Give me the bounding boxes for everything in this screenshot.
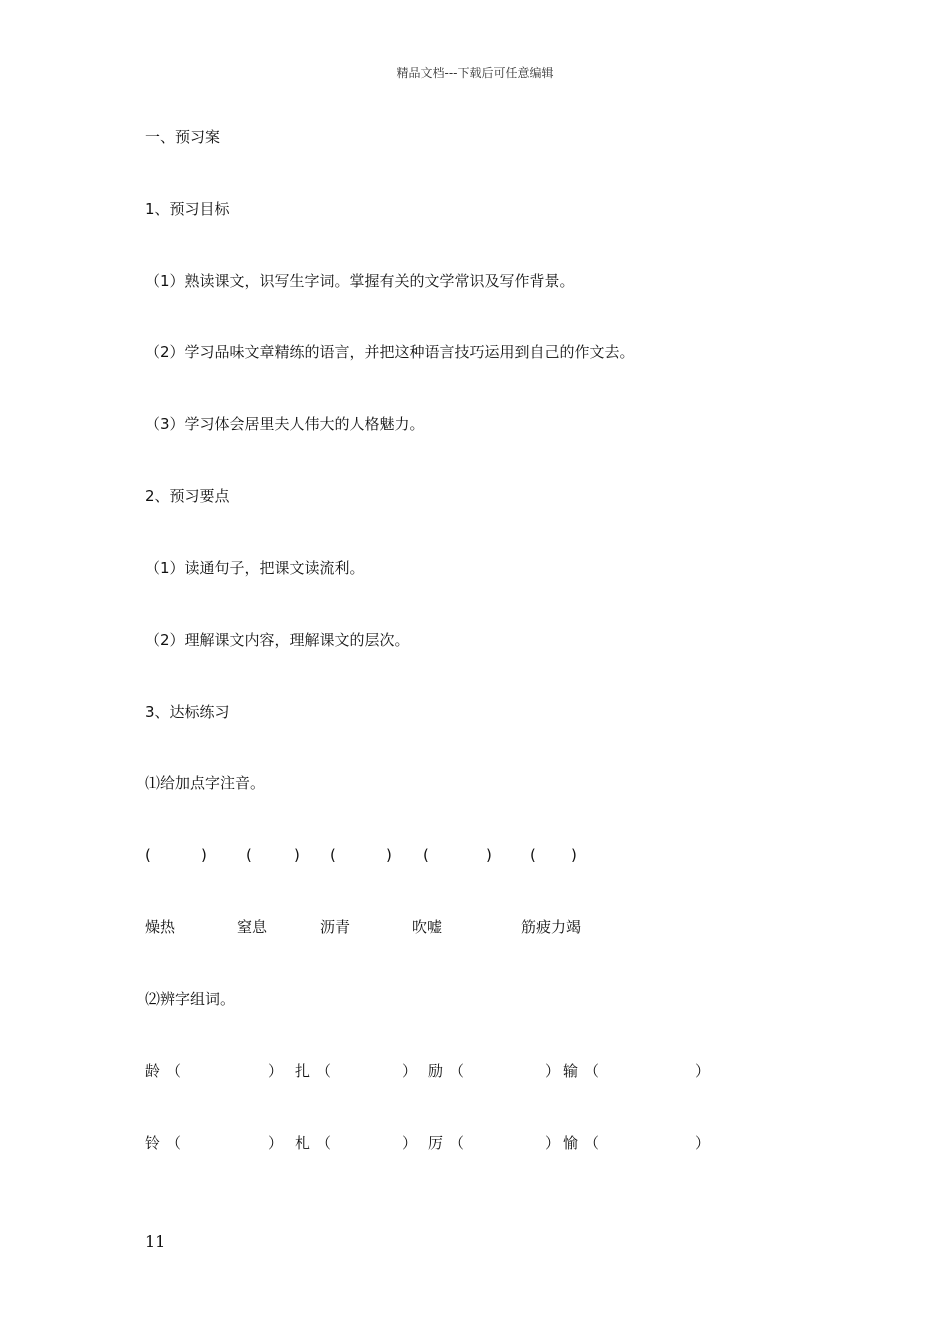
char: 输: [563, 1062, 579, 1080]
bracket-open: （: [449, 1134, 465, 1152]
section-title: 一、预习案: [145, 128, 221, 146]
bracket-open: （: [449, 1062, 465, 1080]
bracket-close: ）: [545, 1062, 561, 1080]
char: 龄: [145, 1062, 161, 1080]
bracket-close: ）: [402, 1134, 418, 1152]
page-number: 11: [145, 1232, 166, 1251]
key-point-item: （1）读通句子，把课文读流利。: [145, 559, 365, 577]
word: 窒息: [237, 918, 268, 936]
goal-item: （1）熟读课文，识写生字词。掌握有关的文学常识及写作背景。: [145, 272, 575, 290]
bracket-open: (: [530, 846, 536, 864]
word: 筋疲力竭: [521, 918, 582, 936]
goal-item: （2）学习品味文章精练的语言，并把这种语言技巧运用到自己的作文去。: [145, 343, 635, 361]
bracket-close: ）: [695, 1134, 711, 1152]
char: 厉: [428, 1134, 444, 1152]
key-point-item: （2）理解课文内容，理解课文的层次。: [145, 631, 410, 649]
bracket-open: (: [423, 846, 429, 864]
word: 吹嘘: [412, 918, 443, 936]
q1-title: ⑴给加点字注音。: [145, 774, 266, 792]
key-points-title: 2、预习要点: [145, 487, 230, 505]
bracket-close: ): [201, 846, 207, 864]
q2-title: ⑵辨字组词。: [145, 990, 236, 1008]
char: 扎: [295, 1062, 311, 1080]
exercises-title: 3、达标练习: [145, 703, 230, 721]
document-header: 精品文档---下载后可任意编辑: [396, 66, 554, 80]
bracket-close: ）: [268, 1062, 284, 1080]
bracket-open: （: [584, 1062, 600, 1080]
bracket-open: （: [584, 1134, 600, 1152]
bracket-open: (: [145, 846, 151, 864]
char: 铃: [145, 1134, 161, 1152]
bracket-close: ）: [545, 1134, 561, 1152]
goals-title: 1、预习目标: [145, 200, 230, 218]
bracket-close: ): [486, 846, 492, 864]
bracket-open: (: [246, 846, 252, 864]
bracket-close: ): [294, 846, 300, 864]
bracket-close: ）: [695, 1062, 711, 1080]
bracket-open: （: [166, 1062, 182, 1080]
char: 愉: [563, 1134, 579, 1152]
bracket-close: ): [571, 846, 577, 864]
bracket-open: （: [316, 1134, 332, 1152]
bracket-close: ）: [268, 1134, 284, 1152]
word: 燥热: [145, 918, 176, 936]
goal-item: （3）学习体会居里夫人伟大的人格魅力。: [145, 415, 425, 433]
char: 励: [428, 1062, 444, 1080]
bracket-open: (: [330, 846, 336, 864]
bracket-open: （: [166, 1134, 182, 1152]
bracket-close: ）: [402, 1062, 418, 1080]
bracket-close: ): [386, 846, 392, 864]
word: 沥青: [320, 918, 351, 936]
bracket-open: （: [316, 1062, 332, 1080]
char: 札: [295, 1134, 311, 1152]
